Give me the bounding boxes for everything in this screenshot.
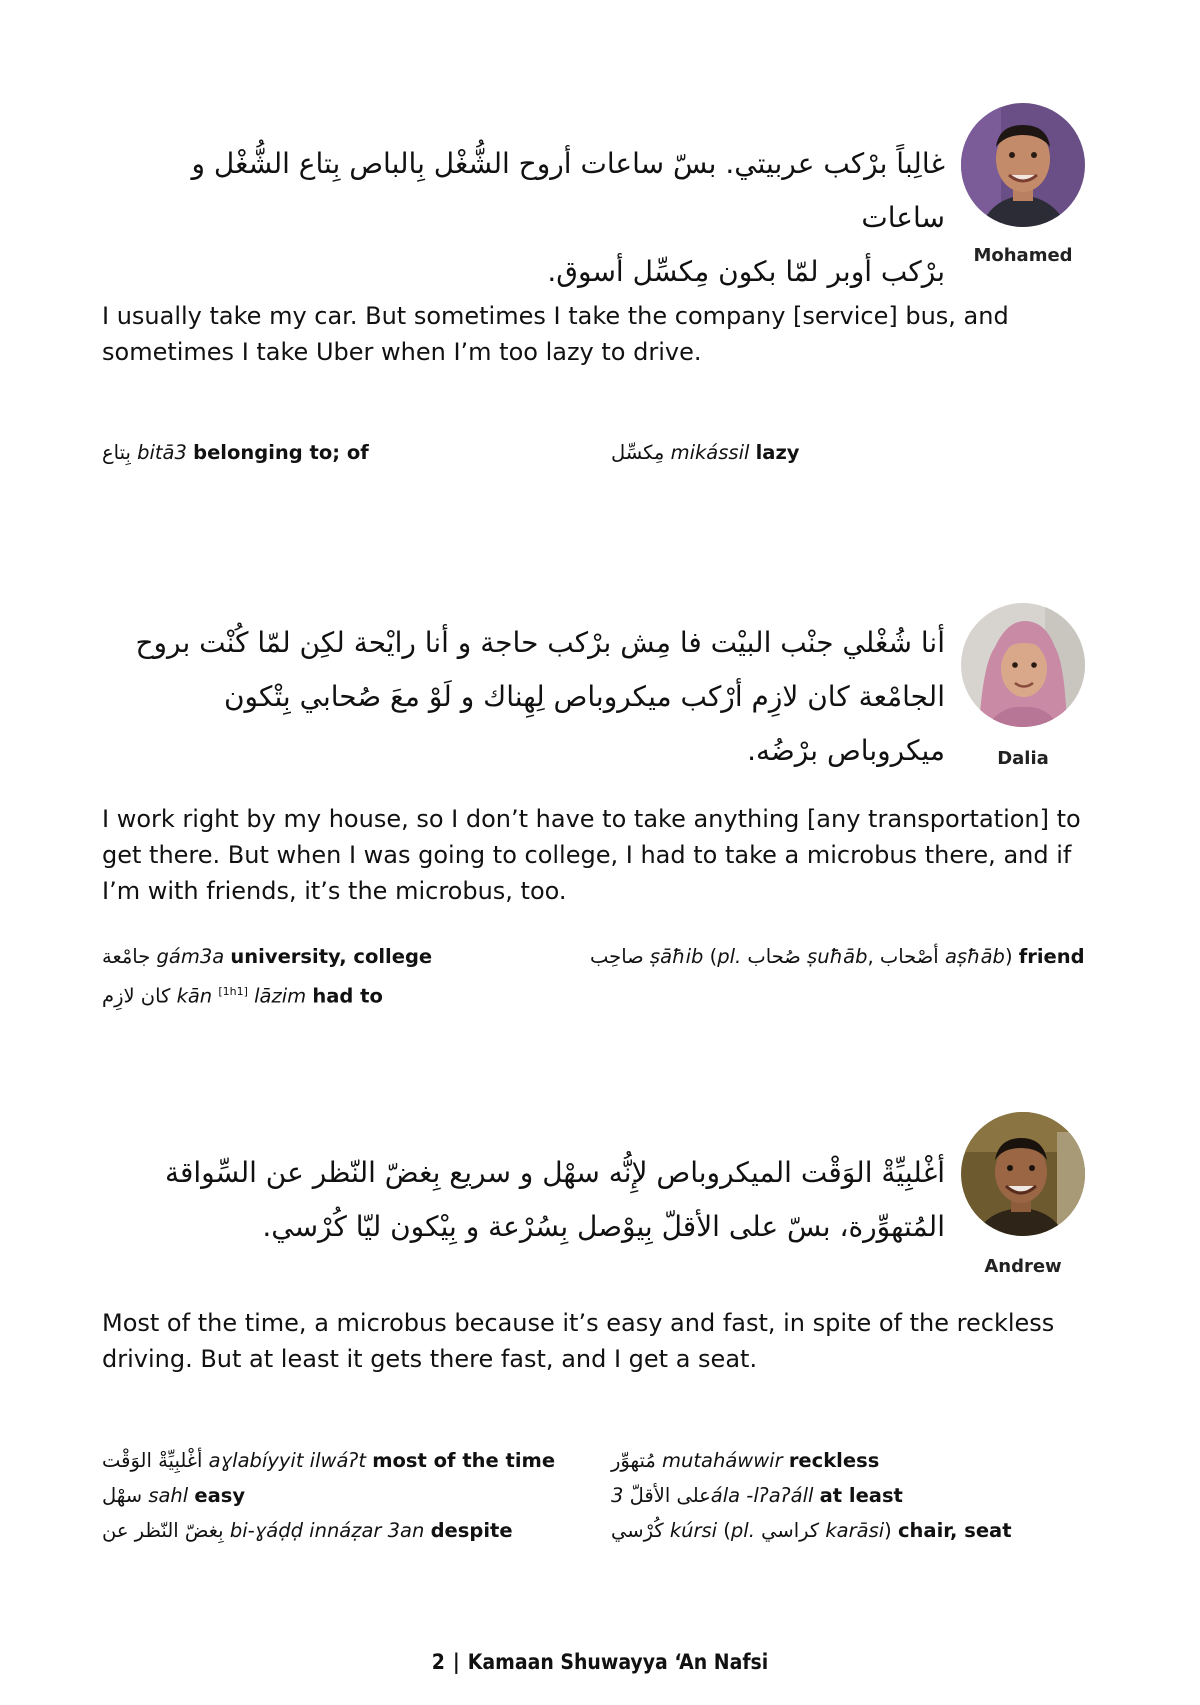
vocab-arabic: كُرْسي (611, 1519, 664, 1542)
vocab-item (102, 435, 369, 470)
english-translation: I work right by my house, so I don’t have to take anything [any transportation] to get there. But when I was going to college, I had to take a microbus there, and if I’m with friends, it’s the microbus, too. (102, 805, 1081, 905)
vocab-transliteration: gám3a (156, 945, 225, 968)
vocab-transliteration: kúrsi (669, 1519, 718, 1542)
vocab-gloss: university, college (230, 945, 433, 968)
arabic-line: المُتهوِّرة، بسّ على الأقلّ بِيوْصل بِسُرْعة و بِيْكون ليّا كُرْسي. (262, 1210, 945, 1243)
vocab-gloss: belonging to; of (193, 441, 369, 464)
portrait-andrew-image (961, 1112, 1085, 1236)
vocab-arabic: مِكسِّل (611, 441, 665, 464)
vocab-arabic: بِتاع (102, 441, 131, 464)
vocab-gloss: most of the time (372, 1449, 556, 1472)
vocab-item (102, 1443, 555, 1478)
speaker-name: Andrew (984, 1256, 1062, 1277)
portrait-dalia-image (961, 603, 1085, 727)
vocab-arabic: بِغضّ النّظر عن (102, 1519, 224, 1542)
vocab-gloss: chair, seat (897, 1519, 1012, 1542)
vocab-transliteration: ṣāħib (649, 945, 704, 968)
vocab-item (611, 1478, 903, 1513)
portrait-mohamed-image (961, 103, 1085, 227)
vocab-transliteration: sahl (148, 1484, 189, 1507)
footer-separator: | (452, 1650, 460, 1674)
vocab-transliteration: mikássil (670, 441, 750, 464)
vocab-arabic: أغْلبِيِّةْ الوَقْت (102, 1449, 203, 1472)
vocab-transliteration: bitā3 (137, 441, 187, 464)
arabic-line: أنا شُغْلي جنْب البيْت فا مِش برْكب حاجة و أنا رايْحة لكِن لمّا كُنْت بروح (135, 626, 945, 659)
avatar-mohamed (961, 103, 1085, 227)
vocab-transliteration: lāzim (254, 984, 307, 1008)
vocab-gloss: at least (819, 1484, 903, 1507)
avatar-andrew (961, 1112, 1085, 1236)
plural-label: pl. (717, 945, 742, 968)
vocab-plural-arabic: أصْحاب (879, 945, 939, 968)
vocab-arabic: جامْعة (102, 945, 151, 968)
arabic-quote (100, 137, 945, 299)
vocab-transliteration: mutaháwwir (662, 1449, 783, 1472)
arabic-line: ميكروباص برْضُه. (747, 734, 945, 767)
vocab-item (102, 1513, 513, 1548)
speaker-name: Dalia (997, 748, 1049, 769)
vocab-transliteration: 3ála -lʔaʔáll (611, 1484, 814, 1507)
page-footer (0, 1650, 1200, 1674)
arabic-line: برْكب أوبر لمّا بكون مِكسِّل أسوق. (547, 255, 945, 288)
arabic-quote (100, 616, 945, 778)
vocab-item (102, 974, 383, 1014)
speaker-name: Mohamed (973, 245, 1073, 266)
vocab-gloss: lazy (755, 441, 800, 464)
vocab-transliteration: bi-ɣáḍḍ innáẓar 3an (229, 1519, 425, 1542)
arabic-line: غالِباً برْكب عربيتي. بسّ ساعات أروح الشُّغْل بِالباص بِتاع الشُّغْل و ساعات (191, 147, 945, 234)
vocab-item (102, 1478, 245, 1513)
vocab-plural-arabic: صُحاب (747, 945, 801, 968)
vocab-item (611, 435, 800, 470)
plural-label: pl. (730, 1519, 755, 1542)
vocab-arabic: مُتهوِّر (611, 1449, 656, 1472)
vocab-arabic: صاحِب (590, 945, 644, 968)
vocab-gloss: friend (1018, 945, 1085, 968)
vocab-gloss: reckless (788, 1449, 880, 1472)
page-number: 2 (431, 1650, 445, 1674)
vocab-reference-superscript: [1h1] (218, 985, 248, 998)
arabic-line: أغْلبِيِّةْ الوَقْت الميكروباص لإِنُّه سهْل و سريع بِغضّ النّظر عن السِّواقة (164, 1156, 945, 1189)
vocab-arabic: سهْل (102, 1484, 143, 1507)
vocab-item (611, 1443, 879, 1478)
english-translation: I usually take my car. But sometimes I take the company [service] bus, and sometimes I take Uber when I’m too lazy to drive. (102, 302, 1009, 366)
vocab-gloss: had to (312, 984, 383, 1008)
vocab-item (102, 939, 432, 974)
vocab-plural-transliteration: karāsi (825, 1519, 885, 1542)
vocab-arabic: على الأقلّ (629, 1484, 711, 1507)
vocab-plural-transliteration: aṣħāb (944, 945, 1005, 968)
arabic-quote (100, 1146, 945, 1254)
vocab-transliteration: kān (176, 984, 213, 1008)
arabic-line: الجامْعة كان لازِم أرْكب ميكروباص لِهِناك و لَوْ معَ صُحابي بِتْكون (223, 680, 945, 713)
vocab-transliteration: aɣlabíyyit ilwáʔt (208, 1449, 367, 1472)
vocab-gloss: easy (194, 1484, 246, 1507)
vocab-item: صاحِب ṣāħib (pl. صُحاب ṣuħāb, أصْحاب aṣħāb) friend (590, 945, 1085, 968)
avatar-dalia (961, 603, 1085, 727)
vocab-plural-transliteration: ṣuħāb (807, 945, 868, 968)
vocab-arabic: كان لازِم (102, 984, 171, 1008)
vocab-gloss: despite (430, 1519, 513, 1542)
book-title: Kamaan Shuwayya ‘An Nafsi (467, 1650, 769, 1674)
vocab-plural-arabic: كراسي (761, 1519, 820, 1542)
english-translation: Most of the time, a microbus because it’s easy and fast, in spite of the reckless driving. But at least it gets there fast, and I get a seat. (102, 1309, 1055, 1373)
vocab-item: كُرْسي kúrsi (pl. كراسي karāsi) chair, seat (611, 1519, 1012, 1542)
